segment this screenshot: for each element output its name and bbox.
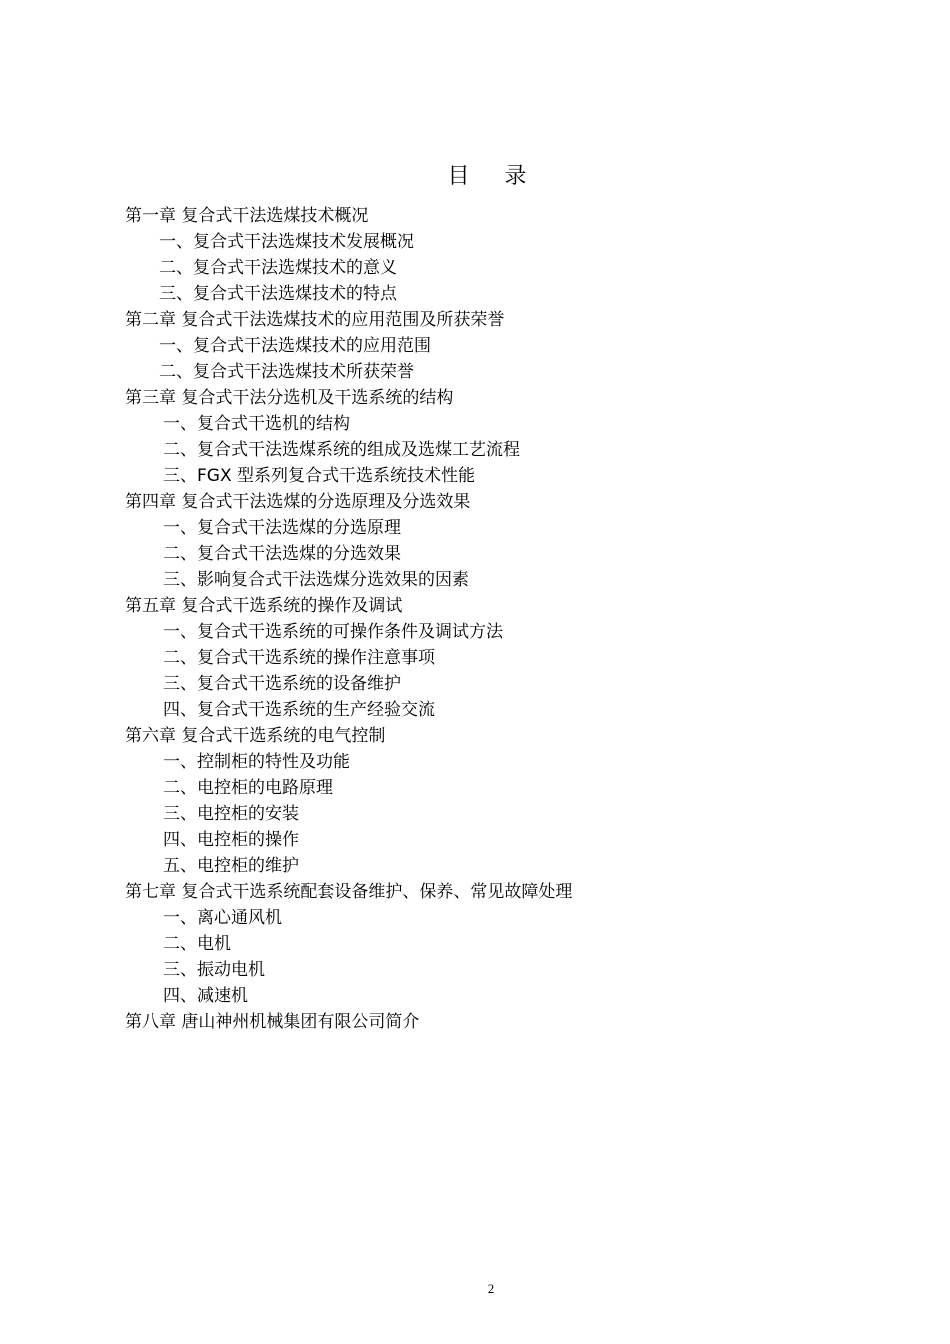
chapter-5-heading: 第五章 复合式干选系统的操作及调试 xyxy=(125,596,403,616)
chapter-7-section-4: 四、减速机 xyxy=(163,986,248,1006)
chapter-4-section-1: 一、复合式干法选煤的分选原理 xyxy=(163,518,401,538)
chapter-3-section-2: 二、复合式干法选煤系统的组成及选煤工艺流程 xyxy=(163,440,520,460)
chapter-3-section-3: 三、FGX 型系列复合式干选系统技术性能 xyxy=(163,466,476,486)
chapter-1-heading: 第一章 复合式干法选煤技术概况 xyxy=(125,206,369,226)
chapter-5-section-3: 三、复合式干选系统的设备维护 xyxy=(163,674,401,694)
chapter-4-section-3: 三、影响复合式干法选煤分选效果的因素 xyxy=(163,570,469,590)
chapter-4-section-2: 二、复合式干法选煤的分选效果 xyxy=(163,544,401,564)
chapter-2-section-2: 二、复合式干法选煤技术所获荣誉 xyxy=(159,362,414,382)
chapter-1-section-2: 二、复合式干法选煤技术的意义 xyxy=(159,258,397,278)
chapter-3-section-1: 一、复合式干选机的结构 xyxy=(163,414,350,434)
chapter-5-section-1: 一、复合式干选系统的可操作条件及调试方法 xyxy=(163,622,503,642)
chapter-1-section-1: 一、复合式干法选煤技术发展概况 xyxy=(159,232,414,252)
chapter-8-heading: 第八章 唐山神州机械集团有限公司简介 xyxy=(125,1012,420,1032)
chapter-2-heading: 第二章 复合式干法选煤技术的应用范围及所获荣誉 xyxy=(125,310,505,330)
table-of-contents xyxy=(125,203,825,1035)
chapter-6-section-4: 四、电控柜的操作 xyxy=(163,830,299,850)
chapter-6-section-1: 一、控制柜的特性及功能 xyxy=(163,752,350,772)
page-number: 2 xyxy=(487,1281,495,1296)
chapter-6-heading: 第六章 复合式干选系统的电气控制 xyxy=(125,726,386,746)
chapter-5-section-2: 二、复合式干选系统的操作注意事项 xyxy=(163,648,435,668)
chapter-6-section-3: 三、电控柜的安装 xyxy=(163,804,299,824)
toc-title: 目 录 xyxy=(447,164,541,189)
chapter-4-heading: 第四章 复合式干法选煤的分选原理及分选效果 xyxy=(125,492,471,512)
chapter-7-section-1: 一、离心通风机 xyxy=(163,908,282,928)
chapter-6-section-2: 二、电控柜的电路原理 xyxy=(163,778,333,798)
chapter-5-section-4: 四、复合式干选系统的生产经验交流 xyxy=(163,700,435,720)
chapter-3-heading: 第三章 复合式干法分选机及干选系统的结构 xyxy=(125,388,454,408)
chapter-7-section-2: 二、电机 xyxy=(163,934,231,954)
chapter-7-heading: 第七章 复合式干选系统配套设备维护、保养、常见故障处理 xyxy=(125,882,573,902)
chapter-1-section-3: 三、复合式干法选煤技术的特点 xyxy=(159,284,397,304)
chapter-2-section-1: 一、复合式干法选煤技术的应用范围 xyxy=(159,336,431,356)
chapter-7-section-3: 三、振动电机 xyxy=(163,960,265,980)
chapter-6-section-5: 五、电控柜的维护 xyxy=(163,856,299,876)
